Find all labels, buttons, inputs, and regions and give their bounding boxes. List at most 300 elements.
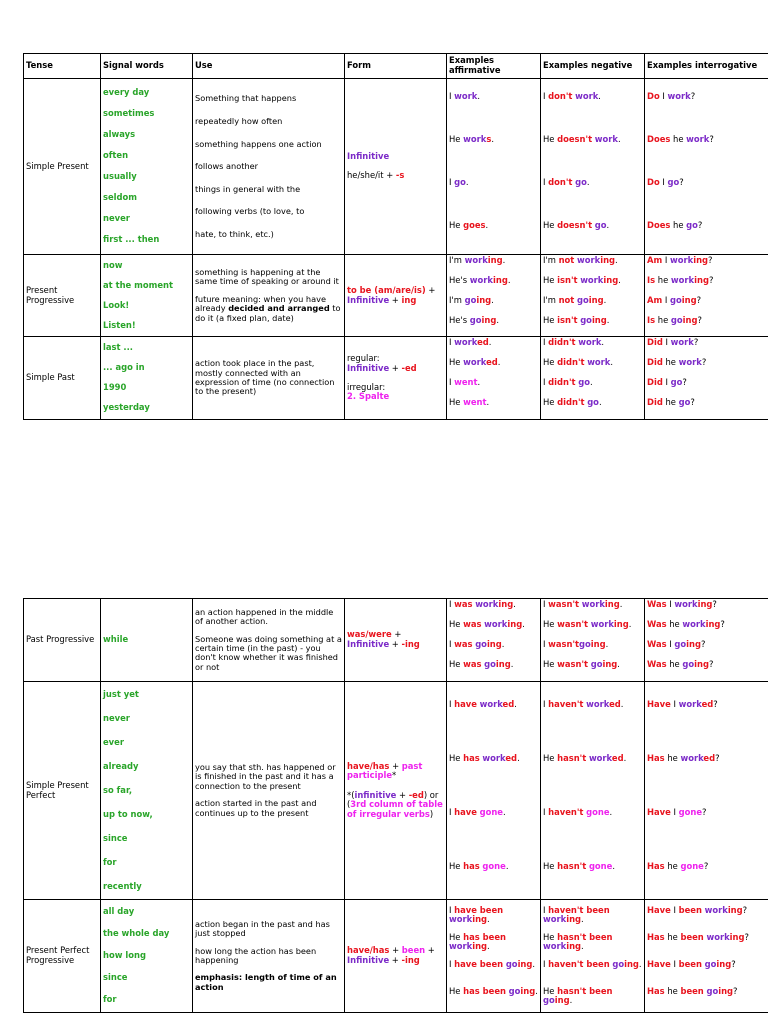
text-run: Was — [647, 659, 667, 669]
text-run: I — [666, 599, 675, 609]
text-run: ing — [727, 904, 743, 915]
text-run: haven't been — [548, 904, 610, 915]
text-run: Has — [647, 752, 665, 763]
header-signal-words: Signal words — [101, 54, 193, 79]
signal-word: just yet — [103, 688, 139, 699]
tense-name: Simple Present Perfect — [24, 682, 101, 900]
text-run: I — [449, 904, 455, 915]
text-run: I — [449, 806, 455, 817]
text-run: work — [594, 134, 618, 144]
text-run: ing — [613, 619, 629, 629]
text-run: I — [449, 91, 455, 101]
text-run: ? — [693, 337, 699, 347]
text-run: ? — [731, 958, 736, 969]
text-run: ? — [708, 659, 714, 669]
text-run: go — [670, 314, 683, 325]
signal-word: Look! — [103, 299, 130, 310]
text-run: ing — [590, 639, 606, 649]
text-run: action started in the past and continues up to the present — [195, 798, 317, 818]
signal-word: seldom — [103, 192, 138, 203]
signal-word: at the moment — [103, 279, 173, 290]
text-run: decided and arranged — [228, 303, 330, 314]
text-run: ? — [709, 134, 714, 144]
text-run: didn't — [548, 337, 576, 347]
text-run: he — [655, 314, 671, 325]
use-description — [193, 255, 345, 337]
text-run: Was — [647, 619, 667, 629]
text-run: was/were — [347, 629, 392, 640]
text-run: He's — [449, 314, 470, 325]
text-run: I'm — [543, 254, 559, 265]
examples-aff — [447, 255, 541, 337]
text-run: ing — [566, 914, 582, 925]
text-run: Was — [647, 599, 667, 609]
text-run: He — [449, 931, 464, 942]
text-run: Do — [647, 177, 660, 187]
text-run: have been — [454, 958, 504, 969]
text-run: work — [670, 337, 694, 347]
text-run: Have — [647, 698, 671, 709]
text-run: . — [619, 599, 623, 609]
text-run: been — [680, 931, 704, 942]
text-run: don't — [548, 177, 573, 187]
examples-neg — [541, 900, 645, 1013]
text-run: -s — [395, 170, 405, 181]
signal-word: usually — [103, 171, 137, 182]
text-run: ed — [502, 698, 515, 709]
text-run: work — [678, 698, 702, 709]
text-run: Someone was doing something at a certain time (in the past) - you don't know whether it was finished or not — [195, 633, 342, 672]
example-sentence — [543, 276, 642, 296]
signal-word: often — [103, 150, 129, 161]
text-run: ed — [486, 357, 498, 367]
signal-word: recently — [103, 880, 142, 891]
text-run: work — [704, 904, 728, 915]
text-run: work — [670, 274, 695, 285]
text-run: I — [543, 599, 549, 609]
text-run: . — [601, 337, 605, 347]
example-sentence — [543, 620, 642, 640]
example-sentence — [647, 983, 768, 1010]
text-run: . — [501, 639, 505, 649]
text-run: Have — [647, 958, 671, 969]
text-run: . — [606, 314, 610, 325]
text-run: not — [558, 294, 575, 305]
text-run: wasn't — [548, 599, 580, 609]
text-run: something is happening at the same time of speaking or around it — [195, 266, 339, 287]
text-run: 2. Spalte — [347, 391, 390, 402]
example-sentence — [647, 167, 768, 210]
text-run: He — [449, 860, 464, 871]
text-run: Does — [647, 220, 671, 230]
form-rule — [345, 599, 447, 682]
text-run: go — [580, 314, 592, 325]
text-run: He — [543, 357, 558, 367]
text-run: . — [628, 619, 632, 629]
signal-word: last ... — [103, 342, 133, 353]
text-run: . — [510, 659, 514, 669]
text-run: ing — [486, 639, 502, 649]
text-run: haven't — [548, 698, 584, 709]
example-sentence — [543, 660, 642, 680]
text-run: Has — [647, 985, 665, 996]
text-run: irregular: — [347, 381, 386, 392]
text-run: . — [491, 294, 494, 305]
signal-word: since — [103, 972, 128, 983]
text-run: . — [502, 254, 506, 265]
text-run: go — [706, 985, 719, 996]
text-run: I — [543, 806, 549, 817]
text-run: ed — [611, 752, 624, 763]
text-run: ) or ( — [347, 789, 439, 810]
form-rule — [345, 337, 447, 420]
example-sentence — [543, 338, 642, 358]
text-run: Infinitive — [347, 955, 390, 965]
text-run: gone — [678, 806, 703, 817]
text-run: hasn't been — [557, 985, 613, 996]
text-run: haven't been — [548, 958, 610, 969]
text-run: ing — [694, 659, 709, 669]
form-rule — [345, 682, 447, 900]
text-run: Have — [647, 904, 671, 915]
text-run: ? — [742, 904, 748, 915]
text-run: Do — [647, 91, 660, 101]
example-sentence — [647, 902, 768, 929]
signal-word: 1990 — [103, 382, 127, 393]
text-run: . — [589, 377, 593, 387]
text-run: how long the action has been happening — [195, 945, 317, 965]
text-run: go — [575, 177, 587, 187]
signal-word: first ... then — [103, 234, 160, 245]
signal-word: always — [103, 129, 136, 140]
text-run: I — [449, 337, 455, 347]
examples-aff — [447, 900, 541, 1013]
text-run: . — [620, 698, 624, 709]
text-run: . — [491, 134, 494, 144]
text-run: He — [543, 397, 558, 407]
text-run: go — [590, 659, 603, 669]
text-run: been — [678, 958, 702, 969]
text-run: He — [449, 985, 464, 996]
examples-int — [645, 337, 768, 420]
use-line: hate, to think, etc.) — [195, 228, 274, 239]
text-run: Infinitive — [347, 294, 390, 305]
text-run: I'm — [449, 294, 465, 305]
use-paragraph — [195, 799, 342, 818]
text-run: has been — [463, 931, 506, 942]
table-header-row — [24, 54, 768, 79]
text-run: Did — [647, 377, 663, 387]
text-run: go — [612, 958, 625, 969]
use-paragraph — [195, 295, 342, 323]
text-run: Did — [647, 357, 663, 367]
example-sentence — [647, 256, 768, 276]
examples-int — [645, 79, 768, 255]
text-run: was — [463, 659, 482, 669]
text-run: I — [670, 806, 679, 817]
text-run: isn't — [557, 314, 578, 325]
example-sentence — [647, 929, 768, 956]
text-run: ing — [718, 985, 734, 996]
text-run: work — [577, 254, 601, 265]
text-run: gone — [588, 860, 613, 871]
examples-neg — [541, 255, 645, 337]
form-rule — [345, 900, 447, 1013]
example-sentence — [647, 378, 768, 398]
example-sentence — [543, 256, 642, 276]
use-paragraph — [195, 268, 342, 287]
example-sentence — [449, 683, 538, 737]
text-run: . — [598, 91, 601, 101]
text-run: he — [664, 860, 681, 871]
text-run: ing — [694, 274, 709, 285]
text-run: He — [449, 619, 464, 629]
text-run: . — [603, 294, 607, 305]
example-sentence — [543, 983, 642, 1010]
signal-word: ever — [103, 736, 124, 747]
signal-word: already — [103, 760, 139, 771]
text-run: an action happened in the middle of another action. — [195, 606, 334, 627]
text-run: ing — [487, 254, 503, 265]
text-run: ing — [401, 294, 417, 305]
text-run: He — [543, 220, 558, 230]
text-run: not — [558, 254, 575, 265]
text-run: . — [497, 357, 501, 367]
text-run: He — [543, 860, 558, 871]
text-run: wasn't — [557, 619, 589, 629]
text-run: ? — [696, 294, 702, 305]
example-sentence — [647, 660, 768, 680]
example-sentence — [647, 791, 768, 845]
tense-name: Simple Present — [24, 79, 101, 255]
text-run: go — [475, 639, 487, 649]
text-run: ? — [715, 752, 720, 763]
text-run: -ed — [401, 362, 417, 373]
text-run: he — [670, 220, 687, 230]
signal-word: how long — [103, 950, 146, 961]
example-sentence — [543, 378, 642, 398]
signal-word: the whole day — [103, 928, 170, 939]
text-run: go — [578, 377, 590, 387]
header-examples-affirmative: Examples affirmative — [447, 54, 541, 79]
text-run: * — [392, 770, 397, 781]
text-run: was — [454, 639, 473, 649]
text-run: Infinitive — [347, 639, 390, 649]
text-run: go — [484, 659, 496, 669]
text-run: work — [587, 357, 611, 367]
text-run: ing — [492, 274, 508, 285]
text-run: Infinitive — [347, 362, 390, 373]
text-run: ? — [690, 91, 696, 101]
example-sentence — [647, 620, 768, 640]
text-run: has — [463, 860, 480, 871]
signal-word: since — [103, 832, 128, 843]
text-run: emphasis: length of time of an action — [195, 972, 337, 992]
text-run: ing — [602, 659, 618, 669]
text-run: I — [543, 337, 549, 347]
text-run: I — [543, 177, 549, 187]
text-run: . — [586, 177, 590, 187]
text-run: I — [662, 377, 671, 387]
text-run: He — [449, 659, 464, 669]
examples-neg — [541, 682, 645, 900]
example-sentence — [543, 600, 642, 620]
text-run: action took place in the past, mostly connected with an expression of time (no connection to the present) — [195, 358, 335, 397]
text-run: Has — [647, 931, 665, 942]
signal-word: sometimes — [103, 108, 155, 119]
text-run: ing — [624, 958, 639, 969]
text-run: go — [587, 397, 599, 407]
example-sentence — [543, 791, 642, 845]
examples-int — [645, 682, 768, 900]
form-line — [347, 762, 444, 781]
text-run: . — [513, 599, 516, 609]
text-run: . — [615, 254, 618, 265]
text-run: ? — [697, 314, 702, 325]
text-run: . — [609, 806, 613, 817]
use-description — [193, 900, 345, 1013]
signal-word: yesterday — [103, 402, 150, 413]
text-run: ed — [505, 752, 518, 763]
use-description — [193, 79, 345, 255]
signal-word: now — [103, 259, 123, 270]
text-run: He — [449, 220, 464, 230]
example-sentence — [449, 378, 538, 398]
text-run: I — [543, 91, 549, 101]
text-run: doesn't — [557, 134, 593, 144]
text-run: isn't — [557, 274, 578, 285]
text-run: go — [670, 377, 683, 387]
example-sentence — [647, 276, 768, 296]
text-run: ing — [693, 254, 709, 265]
example-sentence — [647, 737, 768, 791]
text-run: . — [486, 397, 490, 407]
example-sentence — [647, 124, 768, 167]
form-line — [347, 152, 444, 162]
text-run: work — [484, 619, 508, 629]
text-run: ? — [700, 639, 706, 649]
text-run: . — [517, 752, 520, 763]
text-run: Did — [647, 397, 663, 407]
text-run: work — [590, 619, 614, 629]
text-run: ing — [498, 599, 514, 609]
text-run: work — [586, 698, 610, 709]
text-run: ing — [697, 599, 713, 609]
text-run: . — [532, 958, 536, 969]
example-sentence — [543, 683, 642, 737]
text-run: work — [463, 134, 487, 144]
text-run: ? — [682, 377, 687, 387]
text-run: . — [617, 134, 621, 144]
text-run: . — [535, 985, 538, 996]
signal-word: ... ago in — [103, 362, 145, 373]
text-run: work — [449, 914, 473, 925]
text-run: He — [543, 931, 558, 942]
text-run: . — [522, 619, 525, 629]
text-run: work — [680, 752, 704, 763]
text-run: work — [475, 599, 499, 609]
text-run: ing — [603, 274, 619, 285]
example-sentence — [543, 81, 642, 124]
text-run: he — [666, 619, 683, 629]
text-run: ing — [495, 659, 511, 669]
text-run: He — [543, 985, 558, 996]
text-run: He — [543, 274, 558, 285]
table-row — [24, 79, 768, 255]
text-run: he — [664, 985, 681, 996]
text-run: *( — [347, 789, 355, 800]
example-sentence — [449, 276, 538, 296]
example-sentence — [647, 338, 768, 358]
text-run: go — [505, 958, 518, 969]
text-run: hasn't — [557, 860, 587, 871]
example-sentence — [647, 845, 768, 899]
text-run: He — [449, 357, 464, 367]
text-run: he — [662, 357, 679, 367]
text-run: went — [463, 397, 487, 407]
form-line — [347, 296, 444, 306]
text-run: Is — [647, 314, 656, 325]
use-paragraph — [195, 920, 342, 939]
text-run: . — [485, 220, 489, 230]
text-run: . — [606, 220, 610, 230]
text-run: . — [581, 941, 584, 952]
table-row — [24, 900, 768, 1013]
signal-word: up to now, — [103, 808, 153, 819]
text-run: Does — [647, 134, 671, 144]
use-paragraph — [195, 635, 342, 673]
text-run: action began in the past and has just stopped — [195, 918, 330, 939]
text-run: you say that sth. has happened or is finished in the past and it has a connection to the present — [195, 761, 336, 791]
example-sentence — [543, 956, 642, 983]
text-run: Have — [647, 806, 671, 817]
text-run: work — [454, 91, 478, 101]
text-run: + — [389, 294, 402, 305]
text-run: . — [487, 914, 490, 925]
text-run: work — [543, 914, 567, 925]
example-sentence — [449, 316, 538, 336]
form-line — [347, 392, 444, 402]
text-run: . — [617, 659, 620, 669]
example-sentence — [449, 124, 538, 167]
text-run: He — [543, 134, 558, 144]
text-run: go — [469, 314, 482, 325]
text-run: don't — [548, 91, 573, 101]
signal-words — [101, 682, 193, 900]
text-run: ? — [733, 985, 738, 996]
text-run: . — [581, 914, 584, 925]
text-run: he — [655, 274, 671, 285]
text-run: work — [581, 599, 605, 609]
signal-word: while — [103, 634, 129, 645]
form-line — [347, 364, 444, 374]
text-run: to be (am/are/is) — [347, 284, 426, 295]
text-run: work — [543, 941, 567, 952]
text-run: + — [389, 639, 402, 649]
use-line: following verbs (to love, to — [195, 206, 305, 217]
example-sentence — [647, 210, 768, 253]
example-sentence — [647, 81, 768, 124]
form-line — [347, 640, 444, 650]
form-line — [347, 791, 444, 820]
text-run: He — [543, 659, 558, 669]
form-rule — [345, 255, 447, 337]
text-run: gone — [586, 806, 610, 817]
text-run: he — [666, 659, 683, 669]
text-run: go — [543, 995, 555, 1006]
text-run: didn't — [557, 397, 585, 407]
signal-words — [101, 337, 193, 420]
